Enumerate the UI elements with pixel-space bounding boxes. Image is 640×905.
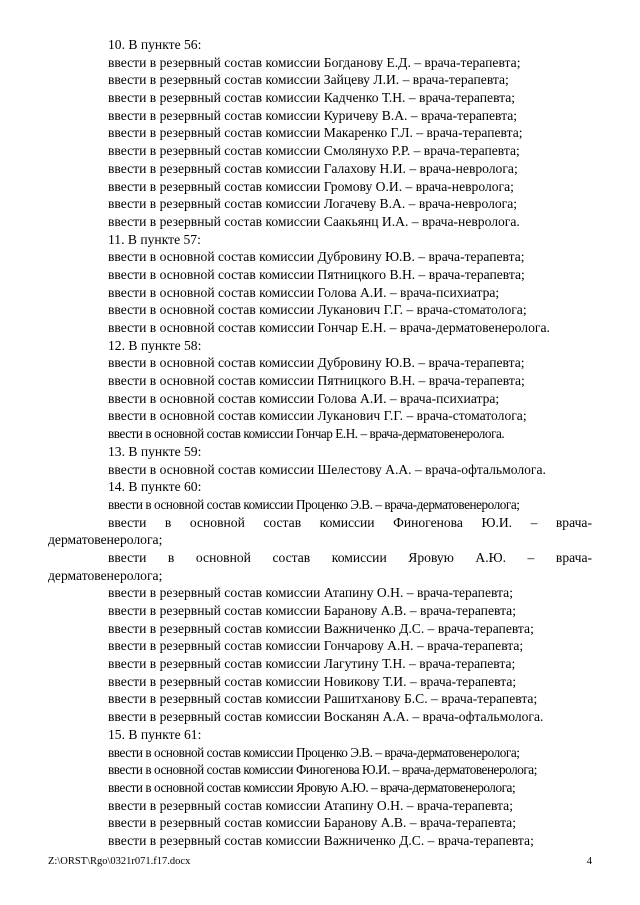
text-line: ввести в резервный состав комиссии Зайцеву Л.И. – врача-терапевта; [108, 72, 509, 88]
section-heading: 12. В пункте 58: [108, 337, 202, 353]
section-heading: 13. В пункте 59: [108, 443, 202, 459]
section-heading: 14. В пункте 60: [108, 479, 202, 495]
text-line: ввести в основной состав комиссии Гончар Е.Н. – врача-дерматовенеролога. [108, 426, 505, 442]
text-line: ввести в резервный состав комиссии Рашитханову Б.С. – врача-терапевта; [108, 691, 538, 707]
text-line: ввести в резервный состав комиссии Кадченко Т.Н. – врача-терапевта; [108, 90, 516, 106]
text-line: ввести в резервный состав комиссии Логачеву В.А. – врача-невролога; [108, 196, 518, 212]
text-line: ввести в основной состав комиссии Луканович Г.Г. – врача-стоматолога; [108, 408, 527, 424]
section-heading: 15. В пункте 61: [108, 726, 202, 742]
text-line: ввести в резервный состав комиссии Лагутину Т.Н. – врача-терапевта; [108, 656, 516, 672]
text-line: ввести в резервный состав комиссии Восканян А.А. – врача-офтальмолога. [108, 709, 544, 725]
text-line: ввести в основной состав комиссии Яровую А.Ю. – врача- [108, 549, 592, 565]
text-line: ввести в резервный состав комиссии Гончарову А.Н. – врача-терапевта; [108, 638, 524, 654]
file-path: Z:\ORST\Rgo\0321r071.f17.docx [48, 856, 191, 867]
text-line: ввести в резервный состав комиссии Баранову А.В. – врача-терапевта; [108, 815, 516, 831]
text-line: ввести в резервный состав комиссии Громову О.И. – врача-невролога; [108, 178, 514, 194]
section-heading: 10. В пункте 56: [108, 37, 202, 52]
text-line: ввести в резервный состав комиссии Важниченко Д.С. – врача-терапевта; [108, 620, 534, 636]
text-line: ввести в основной состав комиссии Дубровину Ю.В. – врача-терапевта; [108, 249, 525, 265]
text-line: ввести в основной состав комиссии Гончар Е.Н. – врача-дерматовенеролога. [108, 320, 550, 335]
text-line: ввести в основной состав комиссии Дубровину Ю.В. – врача-терапевта; [108, 355, 525, 371]
text-line: ввести в основной состав комиссии Луканович Г.Г. – врача-стоматолога; [108, 302, 527, 318]
text-line: ввести в основной состав комиссии Шелестову А.А. – врача-офтальмолога. [108, 461, 546, 477]
section-heading: 11. В пункте 57: [108, 231, 201, 247]
text-line: ввести в резервный состав комиссии Макаренко Г.Л. – врача-терапевта; [108, 125, 523, 141]
text-line: ввести в основной состав комиссии Пятницкого В.Н. – врача-терапевта; [108, 266, 525, 282]
text-line: ввести в резервный состав комиссии Галахову Н.И. – врача-невролога; [108, 160, 518, 176]
text-line: ввести в резервный состав комиссии Саакьянц И.А. – врача-невролога. [108, 213, 520, 229]
text-line: ввести в основной состав комиссии Голова А.И. – врача-психиатра; [108, 284, 500, 300]
page-footer [48, 854, 592, 870]
text-line: ввести в основной состав комиссии Финогенова Ю.И. – врача- [108, 514, 592, 530]
text-line: ввести в резервный состав комиссии Атапину О.Н. – врача-терапевта; [108, 797, 513, 813]
text-line: ввести в резервный состав комиссии Важниченко Д.С. – врача-терапевта; [108, 832, 534, 848]
text-line: ввести в резервный состав комиссии Смолянухо Р.Р. – врача-терапевта; [108, 143, 520, 159]
text-line: ввести в основной состав комиссии Пятницкого В.Н. – врача-терапевта; [108, 373, 525, 389]
text-line: ввести в основной состав комиссии Проценко Э.В. – врача-дерматовенеролога; [108, 744, 520, 760]
text-line: ввести в резервный состав комиссии Новикову Т.И. – врача-терапевта; [108, 673, 517, 689]
text-line: ввести в основной состав комиссии Яровую А.Ю. – врача-дерматовенеролога; [108, 779, 516, 795]
page-number: 4 [586, 856, 592, 867]
text-line: ввести в резервный состав комиссии Куричеву В.А. – врача-терапевта; [108, 107, 518, 123]
text-line: ввести в резервный состав комиссии Богданову Е.Д. – врача-терапевта; [108, 54, 521, 70]
text-line: ввести в резервный состав комиссии Атапину О.Н. – врача-терапевта; [108, 585, 513, 601]
text-line: ввести в основной состав комиссии Голова А.И. – врача-психиатра; [108, 390, 500, 406]
text-line: дерматовенеролога; [48, 532, 163, 548]
text-line: ввести в основной состав комиссии Финогенова Ю.И. – врача-дерматовенеролога; [108, 762, 537, 778]
text-line: дерматовенеролога; [48, 567, 163, 583]
document-body [0, 36, 640, 850]
text-line: ввести в основной состав комиссии Проценко Э.В. – врача-дерматовенеролога; [108, 496, 520, 512]
text-line: ввести в резервный состав комиссии Баранову А.В. – врача-терапевта; [108, 603, 516, 618]
